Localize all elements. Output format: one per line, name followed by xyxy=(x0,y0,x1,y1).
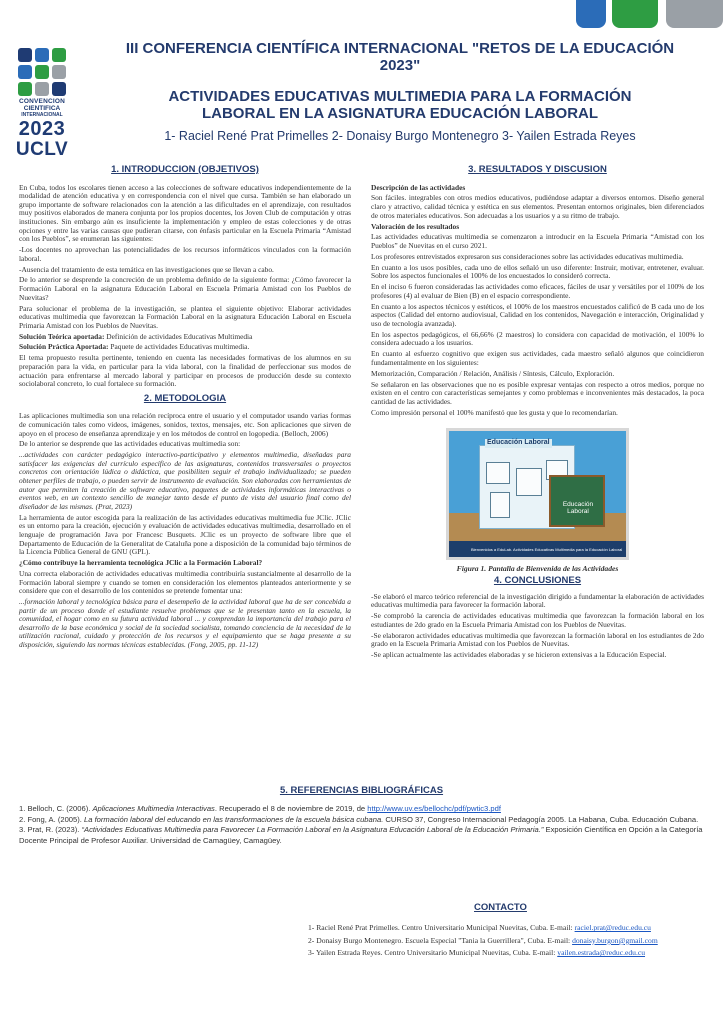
results-paragraph: En cuanto al esfuerzo cognitivo que exigen sus actividades, cada maestro señaló algunos que coincidieron fundamentalmente en los siguientes: xyxy=(371,349,704,367)
logo-square xyxy=(18,65,32,79)
contact-email-link[interactable]: yailen.estrada@reduc.edu.cu xyxy=(557,948,646,958)
method-paragraph: Una correcta elaboración de actividades educativas multimedia contribuiría sustancialmente al desarrollo de la Formación laboral siempre y cuando se tomen en consideración los elementos planteados anteriormente y se considere que con el desarrollo de los contenidos se pretende fomentar una: xyxy=(19,568,351,596)
references-section xyxy=(19,786,704,846)
results-paragraph: Como impresión personal el 100% manifestó que les gusta y que lo recomendarían. xyxy=(371,407,618,417)
contact-section xyxy=(308,902,708,960)
reference-detail: . Recuperado el 8 de noviembre de 2019, de xyxy=(214,804,368,814)
reference-title: La formación laboral del educando en las transformaciones de la escuela básica cubana. xyxy=(84,814,384,824)
section-heading-references: 5. REFERENCIAS BIBLIOGRÁFICAS xyxy=(279,785,444,796)
theoretical-solution-label: Solución Teórica aportada: xyxy=(19,331,105,341)
top-accent-bar-gray xyxy=(666,0,723,28)
results-paragraph: En los aspectos pedagógicos, el 66,66% (2 maestros) lo considera con capacidad de motivación, el 100% lo considera adecuado a los usuarios. xyxy=(371,329,704,348)
method-question-heading: ¿Cómo contribuye la herramienta tecnológica JClic a la Formación Laboral? xyxy=(19,558,263,568)
logo-square xyxy=(35,82,49,96)
logo-square xyxy=(52,48,66,62)
section-heading-introduction: 1. INTRODUCCION (OBJETIVOS) xyxy=(111,164,259,175)
contact-text: 1- Raciel René Prat Primelles. Centro Universitario Municipal Nuevitas, Cuba. E-mail: xyxy=(308,923,575,933)
conclusion-item: -Se comprobó la carencia de actividades educativas multimedia que favorezcan la formación laboral en los estudiantes de 2do grado en la Escuela Primaria Amistad con los Pueblos de Nuevitas. xyxy=(371,611,704,629)
top-accent-bar-green xyxy=(612,0,658,28)
intro-paragraph: De lo anterior se desprende la concreción de un problema definido de la siguiente forma: ¿Cómo favorecer la Formación Laboral en la asignatura Educación Laboral en Escuela Primaria Amistad con los Pueblos de Nuevitas? xyxy=(19,275,351,302)
reference-title: Aplicaciones Multimedia Interactivas xyxy=(92,804,215,814)
reference-item xyxy=(19,815,704,825)
method-paragraph: La herramienta de autor escogida para la realización de las actividades educativas multimedia fue JClic. JClic es un entorno para la creación, ejecución y evaluación de actividades educativas multimedia, desarrollado en el lenguaje de programación Java por Francesc Busquets. JClic es un proyecto de software libre que el Departamento de Educación de la Generalitat de Cataluña pone a disposición de la comunidad bajo términos de la Licencia Pública General de GNU (GPL). xyxy=(19,512,351,557)
authors-line: 1- Raciel René Prat Primelles 2- Donaisy Burgo Montenegro 3- Yailen Estrada Reyes xyxy=(164,129,636,143)
theoretical-solution xyxy=(19,333,351,342)
results-paragraph: En cuanto a los usos posibles, cada uno de ellos señaló un uso diferente: Instruir, motivar, entretener, evaluar. Sobre los aspectos funcionales el 100% de los encuestados lo consideró correcta. xyxy=(371,262,704,281)
contact-email-link[interactable]: raciel.prat@reduc.edu.cu xyxy=(574,923,651,933)
results-paragraph: En el inciso 6 fueron consideradas las actividades como eficaces, fáciles de usar y versátiles por el 100% de los profesores (4) al evaluar de Bien (B) en el espacio correspondiente. xyxy=(371,282,704,300)
conference-line1: III CONFERENCIA CIENTÍFICA INTERNACIONAL "RETOS DE LA EDUCACIÓN xyxy=(125,40,675,57)
figure-sketch xyxy=(486,462,510,484)
reference-author: 1. Belloch, C. (2006). xyxy=(19,804,93,814)
conclusion-item: -Se aplican actualmente las actividades elaboradas y se hicieron extensivas a la Educación Especial. xyxy=(371,650,667,660)
logo-square xyxy=(35,48,49,62)
figure-label: Educación Laboral xyxy=(487,439,550,447)
conference-line2: 2023" xyxy=(379,57,421,74)
conclusion-item: -Se elaboraron actividades educativas multimedia que favorezcan la formación laboral en los estudiantes de 2do grado en la Escuela Primaria Amistad con los Pueblos de Nuevitas. xyxy=(371,630,704,649)
welcome-screen-figure xyxy=(446,428,629,560)
contact-email-link[interactable]: donaisy.burgon@gmail.com xyxy=(572,935,658,945)
logo-square xyxy=(52,65,66,79)
contact-item xyxy=(308,935,708,947)
logo-squares xyxy=(14,48,70,96)
contact-text: 3- Yailen Estrada Reyes. Centro Universitario Municipal Nuevitas, Cuba. E-mail: xyxy=(308,948,558,958)
section-heading-methodology: 2. METODOLOGIA xyxy=(143,392,227,404)
poster-title xyxy=(80,88,720,122)
logo-square xyxy=(18,48,32,62)
logo-university: UCLV xyxy=(15,138,69,160)
intro-paragraph: El tema propuesto resulta pertinente, teniendo en cuenta las necesidades formativas de los alumnos en su preparación para la vida, en particular para la vida laboral, con la finalidad de perfeccionar sus modos de actuación para enfrentarse al mercado laboral y participar en procesos de producción desde su contexto sociolaboral concreto, lo cual fortalece su formación. xyxy=(19,353,351,389)
intro-paragraph: -Los docentes no aprovechan las potencialidades de los recursos informáticos vinculados con la formación laboral. xyxy=(19,245,351,263)
practical-solution-text: Paquete de actividades Educativas multimedia. xyxy=(108,342,250,352)
top-accent-bar-blue xyxy=(576,0,606,28)
reference-item xyxy=(19,825,704,846)
conference-name xyxy=(80,40,720,74)
intro-paragraph: -Ausencia del tratamiento de esta temática en las investigaciones que se llevan a cabo. xyxy=(19,264,274,274)
theoretical-solution-text: Definición de actividades Educativas Multimedia xyxy=(104,331,253,341)
logo-line1: CONVENCION xyxy=(18,98,66,105)
practical-solution-label: Solución Práctica Aportada: xyxy=(19,342,109,352)
figure-sketch xyxy=(490,492,510,518)
reference-item xyxy=(19,804,704,814)
intro-paragraph: En Cuba, todos los escolares tienen acceso a las colecciones de software educativos independientemente de la modalidad de atención educativa y en correspondencia con el nivel que cursa. También se han elaborado un grupo importante de software relacionados con la atención a las dificultades en el aprendizaje, con resultados muy positivos elaborados de manera conjunta por los propios docentes, los Joven Club de computación y otras instituciones. Sin embargo aún es insuficiente la implementación y empleo de estas colecciones y de otras opciones y entre las varias causas que pudieran citarse, con énfasis particular en la Escuela Primaria “Amistad con los Pueblos”, se enumeran las siguientes: xyxy=(19,182,351,244)
logo-square xyxy=(18,82,32,96)
convention-logo xyxy=(14,48,70,160)
results-paragraph: Se señalaron en las observaciones que no es posible expresar ventajas con respecto a otros medios, porque no existen en el centro con características semejantes y como problemas e inconvenientes más destacados, la poca cantidad de las actividades. xyxy=(371,379,704,406)
section-heading-results: 3. RESULTADOS Y DISCUSION xyxy=(468,164,607,175)
logo-square xyxy=(35,65,49,79)
left-column xyxy=(19,166,351,652)
method-paragraph: De lo anterior se desprende que las actividades educativas multimedia son: xyxy=(19,439,241,449)
logo-year: 2023 xyxy=(18,117,66,140)
contact-item xyxy=(308,922,708,934)
reference-author: 3. Prat, R. (2023). xyxy=(19,825,82,835)
title-line1: ACTIVIDADES EDUCATIVAS MULTIMEDIA PARA LA FORMACIÓN xyxy=(168,88,632,105)
results-subheading: Descripción de las actividades xyxy=(371,182,466,192)
results-paragraph: En cuanto a los aspectos técnicos y estéticos, el 100% de los maestros encuestados calificó de B cada uno de los aspectos (Calidad del entorno audiovisual, Calidad en los contenidos, Navegación e interacción, Originalidad y uso de tecnología avanzada). xyxy=(371,301,704,328)
logo-line2: CIENTIFICA xyxy=(23,104,61,112)
intro-paragraph: Para solucionar el problema de la investigación, se plantea el siguiente objetivo: Elaborar actividades educativas multimedia que favorezcan la Formación Laboral en la asignatura Educación Laboral en Escuela Primaria Amistad con los Pueblos de Nuevitas. xyxy=(19,303,351,330)
results-paragraph: Son fáciles. integrables con otros medios educativos, pudiéndose adaptar a diversos entornos. Diseño general claro y atractivo, calidad técnica y estética en sus elementos. Presentan entornos originales, bien diferenciados de otros materiales educativos. Son adecuadas a los usuarios y a su ritmo de trabajo. xyxy=(371,193,704,220)
section-heading-conclusions: 4. CONCLUSIONES xyxy=(493,575,582,586)
figure-board-label: Educación Laboral xyxy=(562,501,594,516)
reference-link[interactable]: http://www.uv.es/bellochc/pdf/pwtic3.pdf xyxy=(367,804,501,814)
right-column xyxy=(371,166,704,662)
figure-bottom-strip: Bienvenidos a EduLab. Actividades Educativas Multimedia para la Educación Laboral xyxy=(449,541,626,557)
method-quote: ...actividades con carácter pedagógico interactivo-participativo y elementos multimedia, diseñadas para satisfacer las exigencias del currículo específico de las asignaturas, contenidos transversales o proyectos concretos con orientación lúdica o didáctica, que posibiliten seguir el trabajo individualizado; se pueden obtener perfiles de trabajo, o pueden servir de instrumento de evaluación. Son elaboradas con herramientas de autor que permiten la creación de software educativo, paquetes de actividades informáticas interactivas o eventos web, en un contexto sencillo de manejar tanto desde el punto de vista del usuario final como del diseñador de las mismas. (Prat, 2023) xyxy=(19,450,351,511)
logo-square xyxy=(52,82,66,96)
results-paragraph: Los profesores entrevistados expresaron sus consideraciones sobre las actividades educativas multimedia. xyxy=(371,251,684,261)
reference-detail: CURSO 37, Congreso Internacional Pedagogía 2005. La Habana, Cuba. Educación Cubana. xyxy=(383,814,699,824)
results-subheading: Valoración de los resultados xyxy=(371,221,460,231)
figure-caption: Figura 1. Pantalla de Bienvenida de las Actividades xyxy=(456,564,619,574)
reference-detail: Exposición Científica en Opción a la Categoría Docente Principal de Profesor Auxiliar. Universidad de Camagüey, Camagüey. xyxy=(19,825,703,845)
reference-title: “Actividades Educativas Multimedia para Favorecer La Formación Laboral en la Asignatura Educación Laboral de la Educación Primaria.” xyxy=(81,825,544,835)
reference-author: 2. Fong, A. (2005). xyxy=(19,814,85,824)
logo-line3: INTERNACIONAL xyxy=(21,111,63,118)
results-paragraph: Las actividades educativas multimedia se comenzaron a introducir en la Escuela Primaria “Amistad con los Pueblos” de Nuevitas en el curso 2021. xyxy=(371,232,704,251)
contact-item xyxy=(308,947,708,959)
results-paragraph: Memorización, Comparación / Relación, Análisis / Síntesis, Cálculo, Exploración. xyxy=(371,368,615,378)
contact-text: 2- Donaisy Burgo Montenegro. Escuela Especial "Tania la Guerrillera", Cuba. E-mail: xyxy=(308,935,573,945)
title-line2: LABORAL EN LA ASIGNATURA EDUCACIÓN LABORAL xyxy=(201,105,599,122)
method-paragraph: Las aplicaciones multimedia son una relación recíproca entre el usuario y el computador usando varias formas de comunicación tales como videos, imágenes, sonidos, textos, mensajes, etc. Son aplicaciones que sirven de apoyo en el proceso de enseñanza aprendizaje y en los métodos de control en logopedia. (Belloch, 2006) xyxy=(19,411,351,438)
section-heading-contact: CONTACTO xyxy=(474,902,527,913)
practical-solution xyxy=(19,343,351,352)
method-quote: ...formación laboral y tecnológica básica para el desempeño de la actividad laboral que ha de ser concebida a partir de un proceso donde el estudiante resuelve problemas que se le presentan tanto en la escuela, la comunidad, el hogar como en su futura actividad laboral ... y comprendan la importancia del trabajo para el desarrollo de la base económica y social de la sociedad socialista, tomando conciencia de la necesidad de la utilización racional, cuidado y protección de los recursos y el equipamiento que se haga presente a su disposición, siguiendo las normas técnicas establecidas. (Fong, 2005, pp. 11-12) xyxy=(19,596,351,649)
figure-sketch xyxy=(516,468,542,496)
conclusion-item: -Se elaboró el marco teórico referencial de la investigación dirigido a fundamentar la elaboración de actividades educativas multimedia para favorecer la formación laboral. xyxy=(371,591,704,610)
